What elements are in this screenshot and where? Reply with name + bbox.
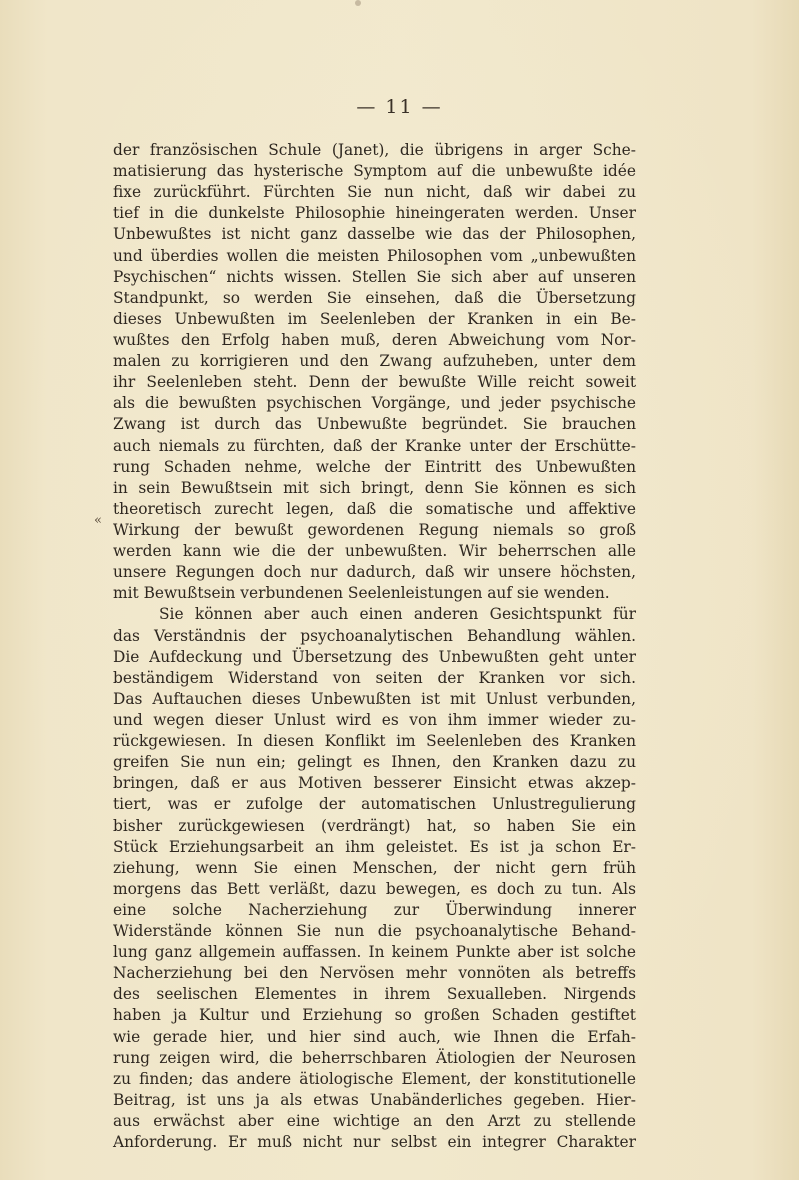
text-line: matisierung das hysterische Symptom auf die unbewußte idée <box>113 162 636 181</box>
text-line: morgens das Bett verläßt, dazu bewegen, es doch zu tun. Als <box>113 879 636 898</box>
body-text <box>113 140 636 1153</box>
text-line: greifen Sie nun ein; gelingt es Ihnen, den Kranken dazu zu <box>113 753 636 772</box>
text-line: zu finden; das andere ätiologische Element, der konstitutionelle <box>113 1069 636 1088</box>
text-line: theoretisch zurecht legen, daß die somatische und affektive <box>113 499 636 518</box>
text-line: tiert, was er zufolge der automatischen Unlustregulierung <box>113 795 636 814</box>
text-line: Das Auftauchen dieses Unbewußten ist mit Unlust verbunden, <box>113 689 636 708</box>
text-line: bisher zurückgewiesen (verdrängt) hat, so haben Sie ein <box>113 816 636 835</box>
text-line: des seelischen Elementes in ihrem Sexualleben. Nirgends <box>113 985 636 1004</box>
text-line: ihr Seelenleben steht. Denn der bewußte Wille reicht soweit <box>113 373 636 392</box>
text-line: Nacherziehung bei den Nervösen mehr vonnöten als betreffs <box>113 964 636 983</box>
text-line: auch niemals zu fürchten, daß der Kranke unter der Erschütte- <box>113 436 636 455</box>
text-line: in sein Bewußtsein mit sich bringt, denn Sie können es sich <box>113 478 636 497</box>
text-line: als die bewußten psychischen Vorgänge, und jeder psychische <box>113 394 636 413</box>
text-line: eine solche Nacherziehung zur Überwindung innerer <box>113 900 636 919</box>
text-line: Zwang ist durch das Unbewußte begründet. Sie brauchen <box>113 415 636 434</box>
text-line: Stück Erziehungsarbeit an ihm geleistet. Es ist ja schon Er- <box>113 837 636 856</box>
text-line: werden kann wie die der unbewußten. Wir beherrschen alle <box>113 542 636 561</box>
text-line: lung ganz allgemein auffassen. In keinem Punkte aber ist solche <box>113 943 636 962</box>
text-line: rung Schaden nehme, welche der Eintritt des Unbewußten <box>113 457 636 476</box>
text-line: wußtes den Erfolg haben muß, deren Abweichung vom Nor- <box>113 330 636 349</box>
text-line: Standpunkt, so werden Sie einsehen, daß die Übersetzung <box>113 288 636 307</box>
ink-smudge <box>355 0 361 6</box>
text-line: wie gerade hier, und hier sind auch, wie Ihnen die Erfah- <box>113 1027 636 1046</box>
text-line: rückgewiesen. In diesen Konflikt im Seelenleben des Kranken <box>113 732 636 751</box>
text-line: Widerstände können Sie nun die psychoanalytische Behand- <box>113 922 636 941</box>
text-line: fixe zurückführt. Fürchten Sie nun nicht, daß wir dabei zu <box>113 183 636 202</box>
text-line: Psychischen“ nichts wissen. Stellen Sie sich aber auf unseren <box>113 267 636 286</box>
text-line: ziehung, wenn Sie einen Menschen, der nicht gern früh <box>113 858 636 877</box>
text-line: Anforderung. Er muß nicht nur selbst ein integrer Charakter <box>113 1133 636 1152</box>
text-line: Wirkung der bewußt gewordenen Regung niemals so groß <box>113 520 636 539</box>
text-line: das Verständnis der psychoanalytischen Behandlung wählen. <box>113 626 636 645</box>
text-line: aus erwächst aber eine wichtige an den Arzt zu stellende <box>113 1112 636 1131</box>
paragraph-end-line: mit Bewußtsein verbundenen Seelenleistungen auf sie wenden. <box>113 584 610 603</box>
text-line: der französischen Schule (Janet), die übrigens in arger Sche- <box>113 141 636 159</box>
page-number: — 11 — <box>356 96 443 118</box>
text-line: tief in die dunkelste Philosophie hineingeraten werden. Unser <box>113 204 636 223</box>
text-line: und wegen dieser Unlust wird es von ihm immer wieder zu- <box>113 710 636 729</box>
text-line: beständigem Widerstand von seiten der Kranken vor sich. <box>113 668 636 687</box>
text-line: unsere Regungen doch nur dadurch, daß wir unsere höchsten, <box>113 563 636 582</box>
text-line: und überdies wollen die meisten Philosophen vom „unbewußten <box>113 246 636 265</box>
text-line: dieses Unbewußten im Seelenleben der Kranken in ein Be- <box>113 309 636 328</box>
text-line: haben ja Kultur und Erziehung so großen Schaden gestiftet <box>113 1006 636 1025</box>
text-line: Die Aufdeckung und Übersetzung des Unbewußten geht unter <box>113 647 636 666</box>
paragraph-start-line: Sie können aber auch einen anderen Gesichtspunkt für <box>159 605 636 624</box>
text-line: Beitrag, ist uns ja als etwas Unabänderliches gegeben. Hier- <box>113 1090 636 1109</box>
margin-mark: « <box>94 513 102 528</box>
text-line: bringen, daß er aus Motiven besserer Einsicht etwas akzep- <box>113 774 636 793</box>
text-line: malen zu korrigieren und den Zwang aufzuheben, unter dem <box>113 352 636 371</box>
text-line: Unbewußtes ist nicht ganz dasselbe wie das der Philosophen, <box>113 225 636 244</box>
text-line: rung zeigen wird, die beherrschbaren Ätiologien der Neurosen <box>113 1048 636 1067</box>
